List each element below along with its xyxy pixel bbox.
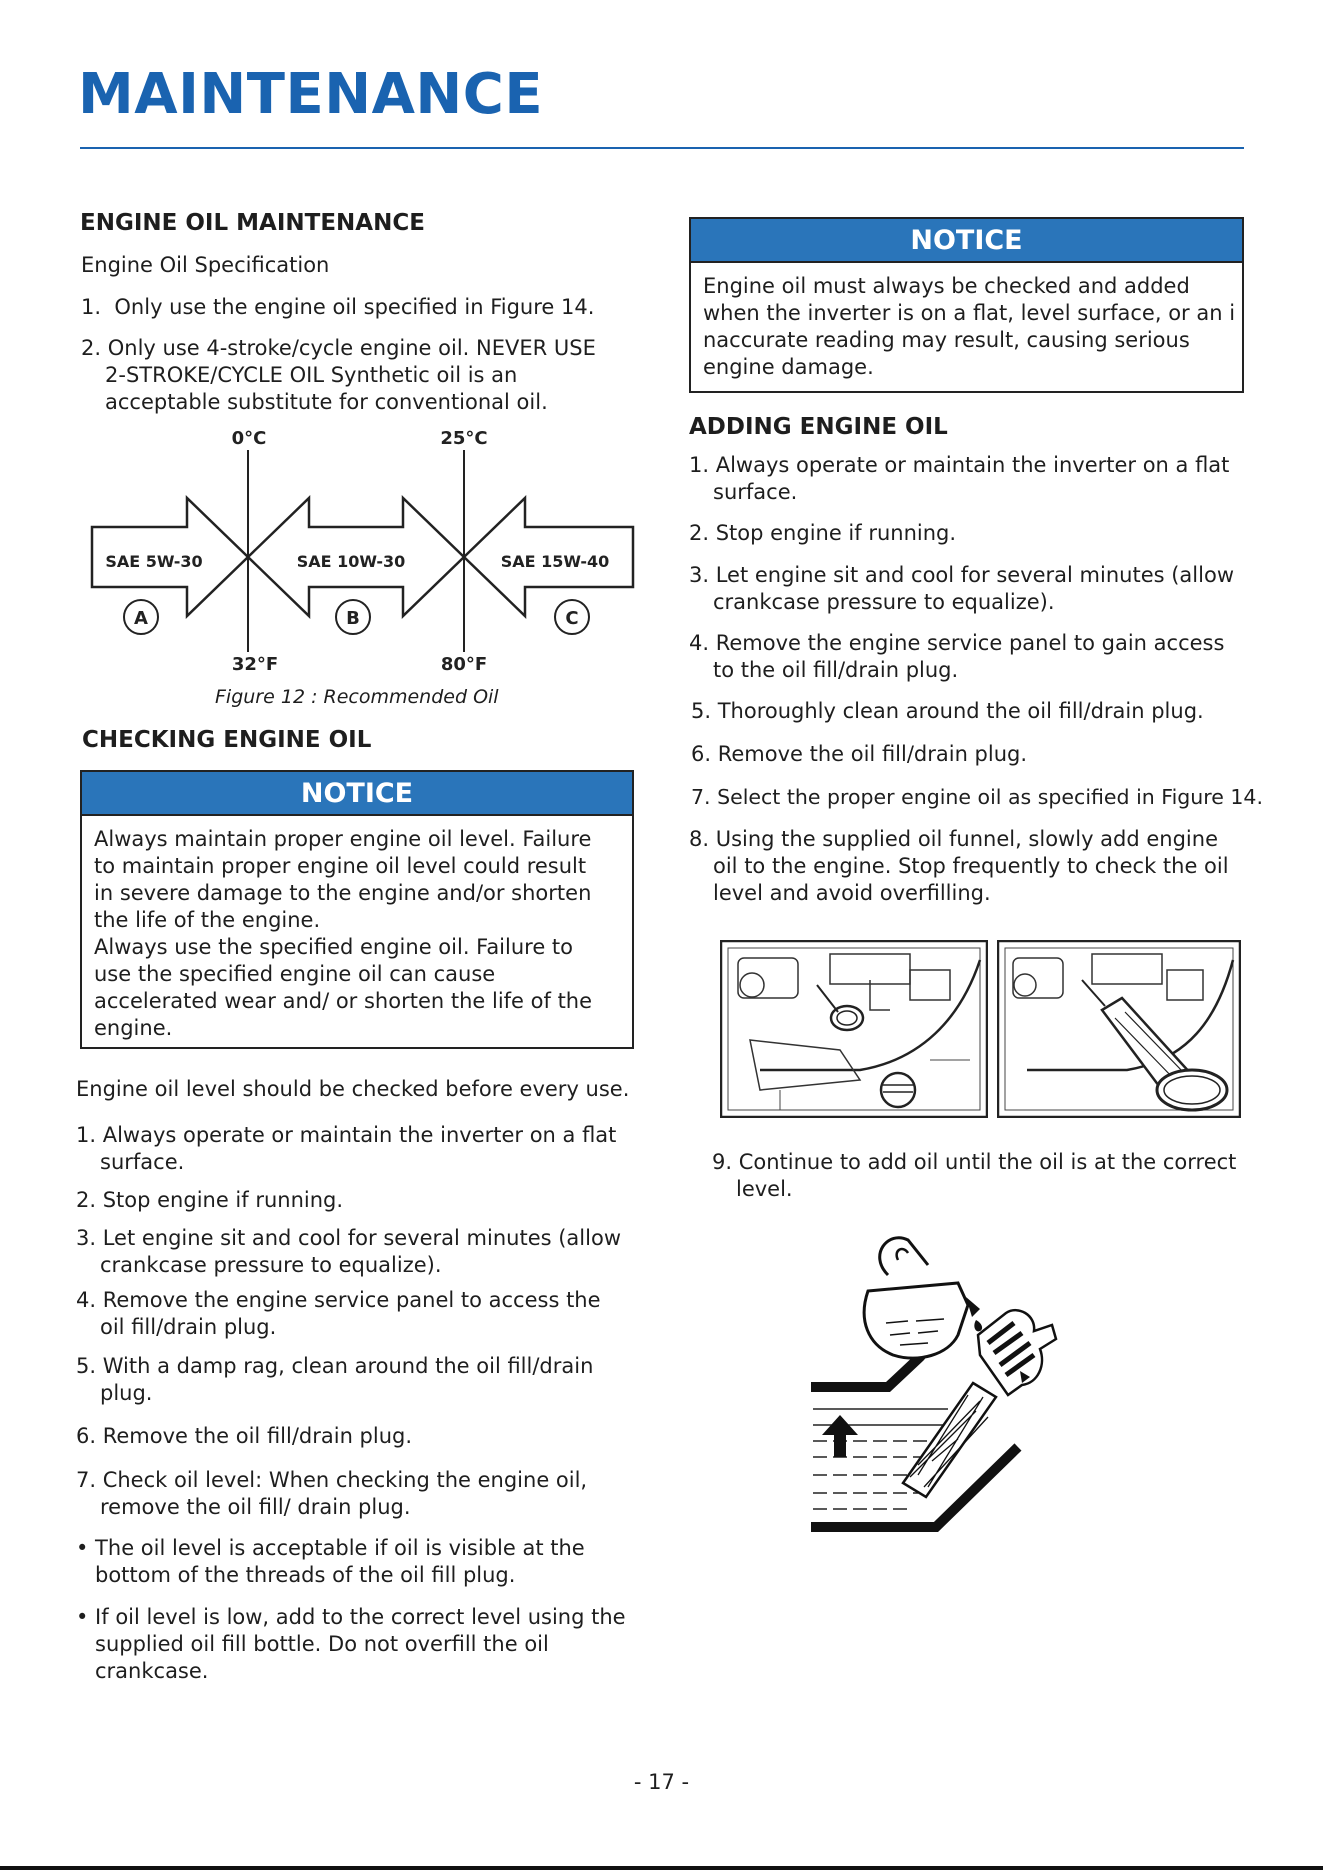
check-item-4: 4. Remove the engine service panel to access the oil fill/drain plug.: [76, 1288, 601, 1339]
spec-item-2: 2. Only use 4-stroke/cycle engine oil. NEVER USE 2-STROKE/CYCLE OIL Synthetic oil is an acceptable substitute for conventional oil.: [81, 336, 596, 414]
left-notice-title: NOTICE: [82, 772, 632, 816]
add-item-9: 9. Continue to add oil until the oil is at the correct level.: [712, 1150, 1237, 1201]
temp-top-right: 25°C: [440, 428, 488, 449]
pouring-oil-illustration: [808, 1225, 1098, 1535]
right-notice-body: Engine oil must always be checked and added when the inverter is on a flat, level surface, or an i naccurate reading may result, causing serious engine damage.: [703, 274, 1236, 379]
adding-engine-oil-heading: ADDING ENGINE OIL: [689, 414, 948, 440]
temp-bottom-left: 32°F: [231, 654, 279, 675]
page-number: - 17 -: [633, 1770, 690, 1794]
oil-jug: [864, 1238, 982, 1358]
check-item-7: 7. Check oil level: When checking the engine oil, remove the oil fill/ drain plug.: [76, 1468, 588, 1519]
grade-a-label: SAE 5W-30: [105, 552, 203, 571]
engine-oil-spec-subheading: Engine Oil Specification: [81, 253, 330, 277]
page-title: MAINTENANCE: [78, 62, 544, 127]
left-notice-box: [80, 770, 634, 1049]
check-item-5: 5. With a damp rag, clean around the oil fill/drain plug.: [76, 1354, 594, 1405]
letter-b: B: [346, 608, 360, 629]
oil-viscosity-figure: [80, 420, 640, 680]
check-item-6: 6. Remove the oil fill/drain plug.: [76, 1424, 413, 1448]
title-divider: [80, 147, 1244, 149]
add-item-8: 8. Using the supplied oil funnel, slowly add engine oil to the engine. Stop frequently to check the oil level and avoid overfilling.: [689, 827, 1229, 905]
checking-engine-oil-heading: CHECKING ENGINE OIL: [82, 727, 372, 753]
spec-item-1: 1. Only use the engine oil specified in Figure 14.: [81, 295, 595, 319]
add-item-6: 6. Remove the oil fill/drain plug.: [691, 742, 1028, 766]
funnel-inserted-illustration: [997, 940, 1241, 1118]
add-item-2: 2. Stop engine if running.: [689, 521, 957, 545]
check-item-3: 3. Let engine sit and cool for several minutes (allow crankcase pressure to equalize).: [76, 1226, 621, 1277]
check-bullet-1: • The oil level is acceptable if oil is visible at the bottom of the threads of the oil fill plug.: [76, 1536, 585, 1587]
right-notice-box: [689, 217, 1244, 393]
oil-plug-removed-illustration: [720, 940, 988, 1118]
check-intro: Engine oil level should be checked before every use.: [76, 1077, 630, 1101]
letter-a: A: [134, 608, 148, 629]
oil-rising-arrow: [822, 1415, 858, 1457]
engine-oil-maintenance-heading: ENGINE OIL MAINTENANCE: [80, 210, 425, 236]
check-item-2: 2. Stop engine if running.: [76, 1188, 344, 1212]
temp-bottom-right: 80°F: [440, 654, 488, 675]
add-item-3: 3. Let engine sit and cool for several minutes (allow crankcase pressure to equalize).: [689, 563, 1234, 614]
grade-c-label: SAE 15W-40: [500, 552, 610, 571]
check-item-1: 1. Always operate or maintain the inverter on a flat surface.: [76, 1123, 617, 1174]
temp-top-left: 0°C: [231, 428, 267, 449]
check-bullet-2: • If oil level is low, add to the correct level using the supplied oil fill bottle. Do not overfill the oil crankcase.: [76, 1605, 626, 1683]
right-notice-title: NOTICE: [691, 219, 1242, 263]
letter-c: C: [565, 608, 579, 629]
grade-b-label: SAE 10W-30: [296, 552, 406, 571]
add-item-1: 1. Always operate or maintain the inverter on a flat surface.: [689, 453, 1230, 504]
add-item-4: 4. Remove the engine service panel to gain access to the oil fill/drain plug.: [689, 631, 1225, 682]
add-item-5: 5. Thoroughly clean around the oil fill/drain plug.: [691, 699, 1204, 723]
footer-divider: [0, 1866, 1323, 1870]
add-item-7: 7. Select the proper engine oil as specified in Figure 14.: [691, 785, 1263, 809]
left-notice-body: Always maintain proper engine oil level. Failure to maintain proper engine oil level could result in severe damage to the engine and/or shorten the life of the engine. Always use the specified engine oil. Failure to use the specified engine oil can cause accelerated wear and/ or shorten the life of the engine.: [94, 827, 593, 1040]
figure-caption: Figure 12 : Recommended Oil: [215, 686, 499, 708]
